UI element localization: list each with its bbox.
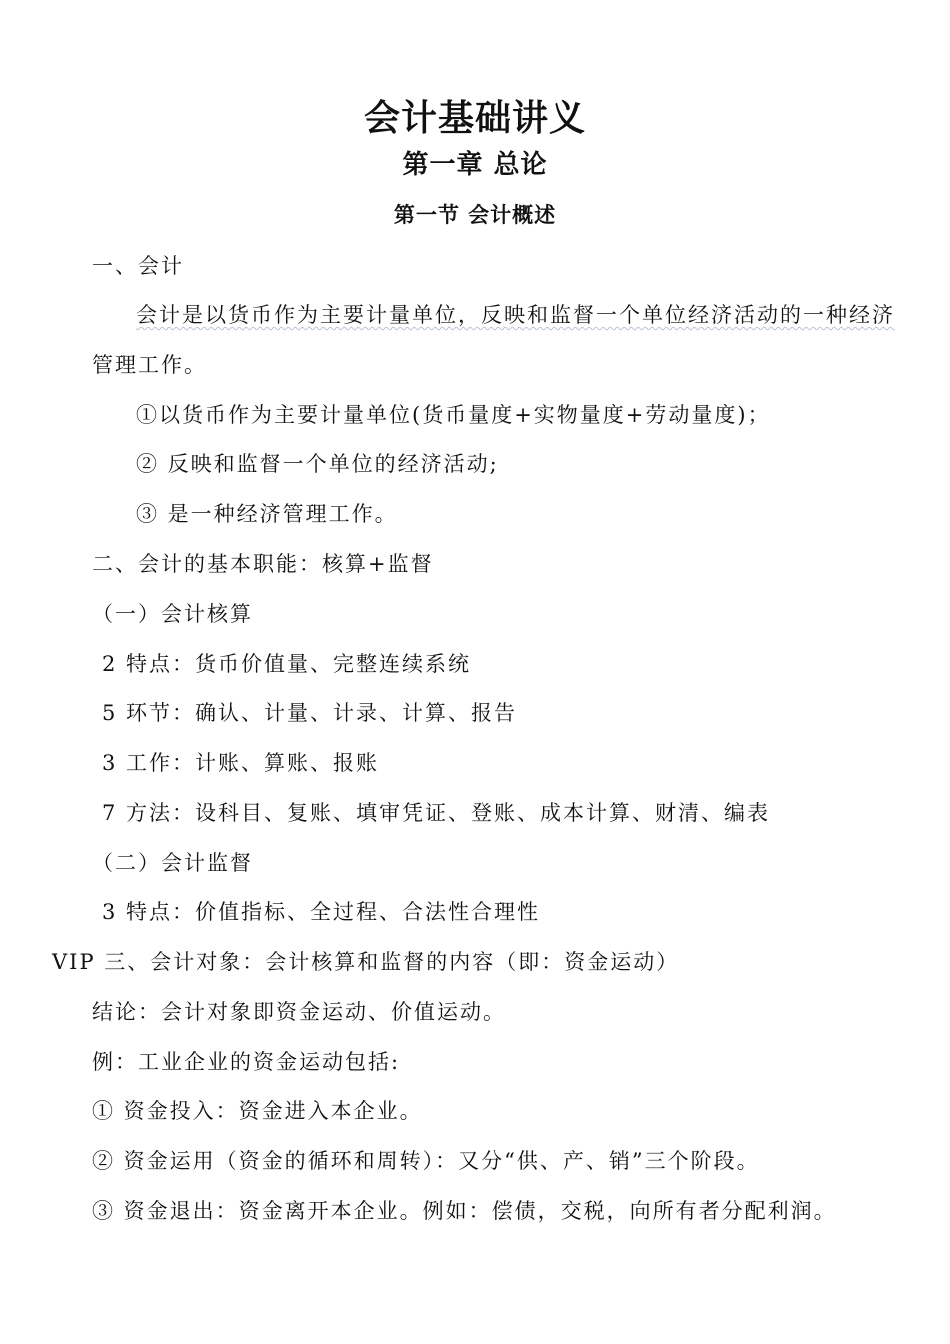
chapter-heading: 第一章 总论 [402,150,548,180]
conclusion-line: 结论：会计对象即资金运动、价值运动。 [92,1000,506,1024]
heading-basic-functions: 二、会计的基本职能：核算+监督 [92,552,434,576]
capital-input-line: ① 资金投入：资金进入本企业。 [92,1099,423,1123]
list-item-steps: 5 环节：确认、计量、计录、计算、报告 [102,701,518,725]
list-item-work: 3 工作：计账、算账、报账 [102,751,380,775]
definition-point-1: ①以货币作为主要计量单位(货币量度+实物量度+劳动量度)； [136,403,771,427]
definition-point-2: ② 反映和监督一个单位的经济活动; [136,452,499,476]
list-item-supervision-features: 3 特点：价值指标、全过程、合法性合理性 [102,900,541,924]
capital-use-line: ② 资金运用（资金的循环和周转）：又分“供、产、销”三个阶段。 [92,1149,760,1173]
section-heading: 第一节 会计概述 [393,202,557,227]
definition-point-3: ③ 是一种经济管理工作。 [136,502,398,526]
list-item-features: 2 特点：货币价值量、完整连续系统 [102,652,472,676]
document-title: 会计基础讲义 [363,97,586,139]
heading-accounting: 一、会计 [92,254,184,278]
example-line: 例：工业企业的资金运动包括: [92,1050,401,1074]
capital-exit-line: ③ 资金退出：资金离开本企业。例如：偿债，交税，向所有者分配利润。 [92,1199,837,1223]
definition-paragraph: 会计是以货币作为主要计量单位，反映和监督一个单位经济活动的一种经济 [136,303,895,327]
list-item-methods: 7 方法：设科目、复账、填审凭证、登账、成本计算、财清、编表 [102,801,771,825]
subheading-accounting-calculation: （一）会计核算 [92,602,253,626]
heading-accounting-object: VIP 三、会计对象：会计核算和监督的内容（即：资金运动） [52,950,680,974]
definition-paragraph-continued: 管理工作。 [92,353,207,377]
subheading-accounting-supervision: （二）会计监督 [92,851,253,875]
